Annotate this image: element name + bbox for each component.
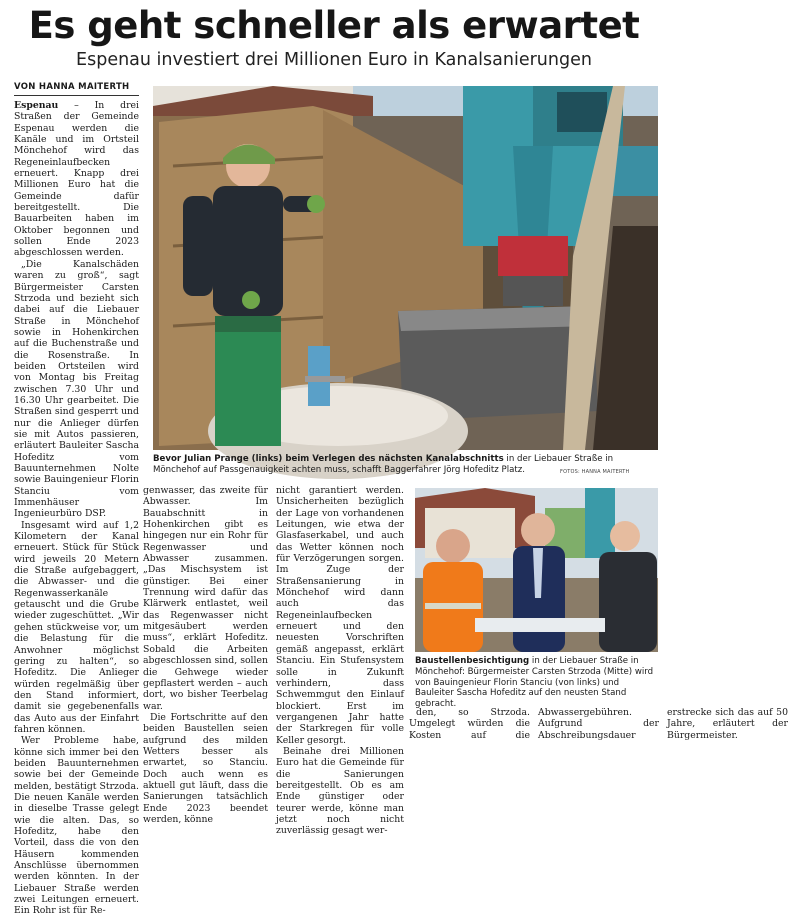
article-column-1 [14, 100, 139, 917]
paragraph: nicht garantiert werden. Unsicherheiten bezüglich der Lage von vorhandenen Leitungen, wie etwa der Glasfaserkabel, und auch das Wetter können noch für Verzögerungen sorgen. Im Zuge der Straßensanierung in Mönchehof wird dann auch das Regeneinlaufbecken erneuert und den neuesten Vorschriften gemäß angepasst, erklärt Stanciu. Ein Stufensystem solle in Zukunft verhindern, dass Schwemmgut den Einlauf blockiert. Erst im vergangenen Jahr hatte der Starkregen für volle Keller gesorgt. [276, 485, 404, 746]
paragraph: Espenau – In drei Straßen der Gemeinde Espenau werden die Kanäle und im Ortsteil Mönchehof wird das Regeneinlaufbecken erneuert. Knapp drei Millionen Euro hat die Gemeinde dafür bereitgestellt. Die Bauarbeiten haben im Oktober begonnen und sollen Ende 2023 abgeschlossen werden. [14, 100, 139, 259]
photo-credit: FOTOS: HANNA MAITERTH [560, 469, 630, 475]
secondary-photo [415, 488, 658, 652]
article-column-4 [409, 707, 788, 749]
paragraph: den, so Strzoda. Umgelegt würden die Kosten auf die Abwassergebühren. Aufgrund der Abschreibungsdauer erstrecke sich das auf 50 Jahre, erläutert der Bürgermeister. [409, 707, 788, 741]
paragraph: Die Fortschritte auf den beiden Baustellen seien aufgrund des milden Wetters besser als erwartet, so Stanciu. Doch auch wenn es aktuell gut läuft, dass die Sanierungen tatsächlich Ende 2023 beendet werden, könne [143, 711, 268, 825]
headline: Es geht schneller als erwartet [28, 4, 640, 47]
paragraph: genwasser, das zweite für Abwasser. Im Bauabschnitt in Hohenkirchen gibt es hingegen nur ein Rohr für Regenwasser und Abwasser zusammen. „Das Mischsystem ist günstiger. Bei einer Trennung wird dafür das Klärwerk entlastet, weil das Regenwasser nicht mitgesäubert werden muss“, erklärt Hofeditz. Sobald die Arbeiten abgeschlossen sind, sollen die Gehwege wieder gepflastert werden – auch dort, wo bisher Teerbelag war. [143, 485, 268, 712]
main-photo [153, 86, 658, 450]
main-photo-caption: Bevor Julian Prange (links) beim Verlegen des nächsten Kanalabschnitts in der Liebauer Straße in Mönchehof auf Passgenauigkeit achten muss, schafft Baggerfahrer Jörg Hofeditz Platz. [153, 454, 614, 475]
paragraph: Wer Probleme habe, könne sich immer bei den beiden Bauunternehmen sowie bei der Gemeinde melden, bestätigt Strzoda. Die neuen Kanäle werden in dieselbe Trasse gelegt wie die alten. Das, so Hofeditz, habe den Vorteil, dass die von den Häusern kommenden Anschlüsse übernommen werden könnten. In der Liebauer Straße werden zwei Leitungen erneuert. Ein Rohr ist für Re- [14, 735, 139, 917]
dateline: Espenau [14, 100, 59, 111]
secondary-photo-caption: Baustellenbesichtigung in der Liebauer Straße in Mönchehof: Bürgermeister Carsten Strzoda (Mitte) wird von Bauingenieur Florin Stanciu (von links) und Bauleiter Sascha Hofeditz auf den neusten Stand gebracht. [415, 656, 654, 710]
byline: VON HANNA MAITERTH [14, 82, 139, 96]
paragraph: „Die Kanalschäden waren zu groß“, sagt Bürgermeister Carsten Strzoda und bezieht sich dabei auf die Liebauer Straße in Mönchehof sowie in Hohenkirchen auf die Buchenstraße und die Rosenstraße. In beiden Ortsteilen wird von Montag bis Freitag zwischen 7.30 Uhr und 16.30 Uhr gearbeitet. Die Straßen sind gesperrt und nur die Anlieger dürfen sie mit Autos passieren, erläutert Bauleiter Sascha Hofeditz vom Bauunternehmen Nolte sowie Bauingenieur Florin Stanciu vom Immenhäuser Ingenieurbüro DSP. [14, 258, 139, 520]
paragraph: Beinahe drei Millionen Euro hat die Gemeinde für die Sanierungen bereitgestellt. Ob es am Ende günstiger oder teurer werde, könne man jetzt noch nicht zuverlässig gesagt wer- [276, 745, 404, 837]
article-column-3 [276, 485, 404, 837]
subheadline: Espenau investiert drei Millionen Euro in Kanalsanierungen [76, 50, 592, 70]
paragraph: Insgesamt wird auf 1,2 Kilometern der Kanal erneuert. Stück für Stück wird jeweils 20 Metern die Straße aufgebaggert, die Abwasser- und die Regenwasserkanäle getauscht und die Grube wieder zugeschüttet. „Wir gehen stückweise vor, um die Belastung für die Anwohner möglichst gering zu halten“, so Hofeditz. Die Anlieger würden regelmäßig über den Stand informiert, damit sie gegebenenfalls das Auto aus der Einfahrt fahren können. [14, 519, 139, 735]
article-column-2 [143, 485, 268, 825]
